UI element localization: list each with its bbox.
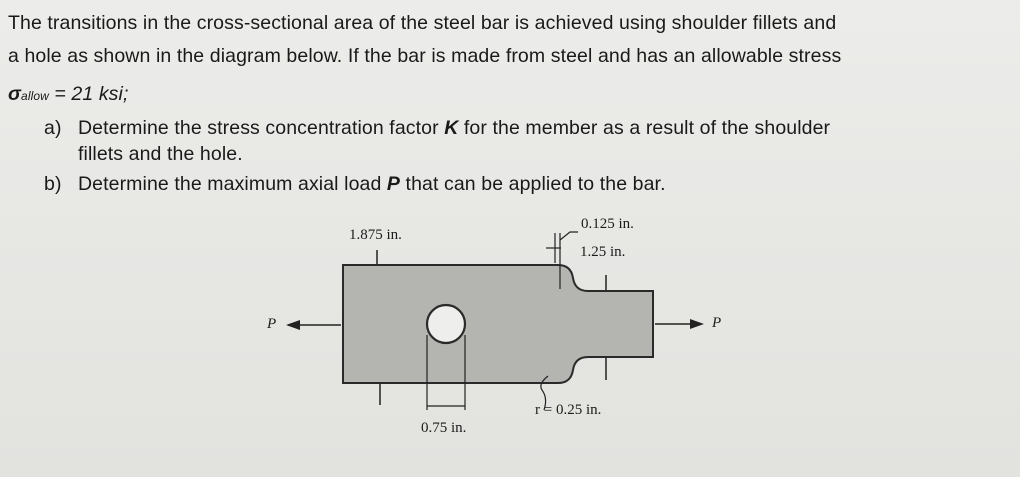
label-width-right: 1.25 in. [580,244,626,260]
part-b-line: Determine the maximum axial load P that can be applied to the bar. [78,173,666,195]
sigma-symbol: σ [8,83,22,105]
problem-line-2: a hole as shown in the diagram below. If the bar is made from steel and has an allowable stress [8,45,842,67]
part-b-marker: b) [44,173,62,195]
label-fillet-step: 0.125 in. [581,216,634,232]
part-a-marker: a) [44,117,62,139]
var-k: K [444,117,459,139]
step-leader [560,232,578,240]
sigma-subscript: allow [21,89,49,103]
label-load-right: P [712,315,722,331]
hole [427,305,465,343]
label-width-left: 1.875 in. [349,227,402,243]
part-a-line-1: Determine the stress concentration factor K for the member as a result of the shoulder [78,117,831,139]
sigma-value: = 21 ksi; [48,83,129,105]
var-p: P [386,173,401,195]
label-load-left: P [267,316,277,332]
problem-line-1: The transitions in the cross-sectional area of the steel bar is achieved using shoulder fillets and [8,12,837,34]
label-fillet-radius: r = 0.25 in. [535,402,602,418]
part-a-line-2: fillets and the hole. [78,143,243,165]
label-hole-diameter: 0.75 in. [421,420,467,436]
right-arrowhead [690,319,704,329]
left-arrowhead [286,320,300,330]
